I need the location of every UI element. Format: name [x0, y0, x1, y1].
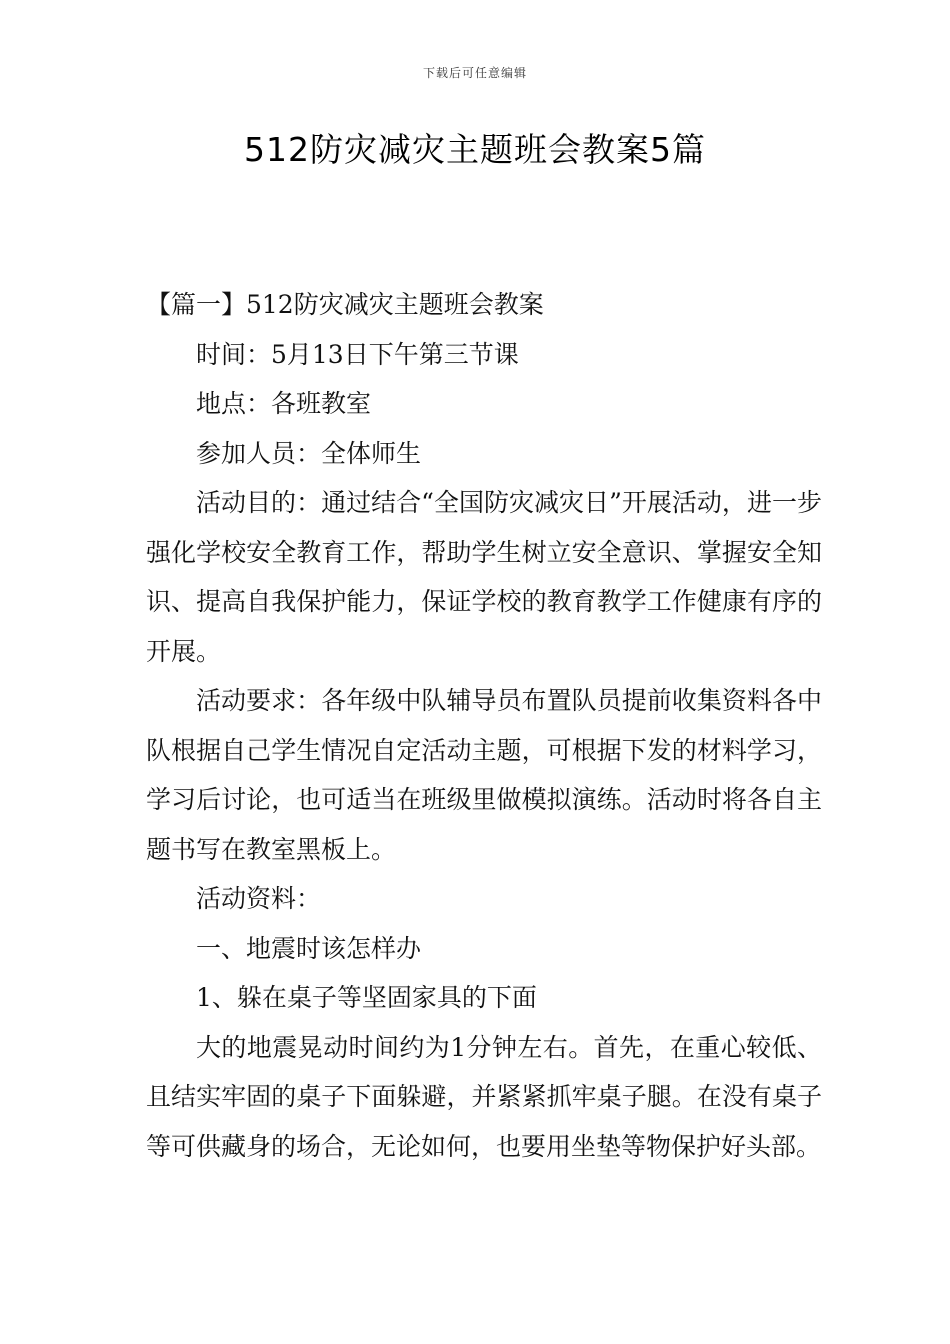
paragraph-participants: 参加人员：全体师生	[196, 438, 422, 468]
paragraph-materials: 活动资料：	[196, 884, 322, 913]
paragraph-location: 地点：各班教室	[196, 389, 372, 418]
paragraph-item: 1、躲在桌子等坚固家具的下面	[196, 983, 537, 1012]
document-body	[146, 280, 822, 1171]
header-note: 下载后可任意编辑	[422, 66, 527, 80]
paragraph-body: 大的地震晃动时间约为1分钟左右。首先，在重心较低、且结实牢固的桌子下面躲避，并紧紧抓牢桌子腿。在没有桌子等可供藏身的场合，无论如何，也要用坐垫等物保护好头部。	[146, 1032, 822, 1161]
paragraph-subheading: 一、地震时该怎样办	[196, 933, 422, 963]
section-heading: 【篇一】512防灾减灾主题班会教案	[146, 290, 544, 319]
paragraph-requirements: 活动要求：各年级中队辅导员布置队员提前收集资料各中队根据自己学生情况自定活动主题，可根据下发的材料学习，学习后讨论，也可适当在班级里做模拟演练。活动时将各自主题书写在教室黑板上。	[146, 686, 822, 864]
paragraph-purpose: 活动目的：通过结合“全国防灾减灾日”开展活动，进一步强化学校安全教育工作，帮助学生树立安全意识、掌握安全知识、提高自我保护能力，保证学校的教育教学工作健康有序的开展。	[146, 488, 822, 666]
document-title: 512防灾减灾主题班会教案5篇	[244, 130, 706, 169]
paragraph-time: 时间：5月13日下午第三节课	[196, 339, 519, 369]
